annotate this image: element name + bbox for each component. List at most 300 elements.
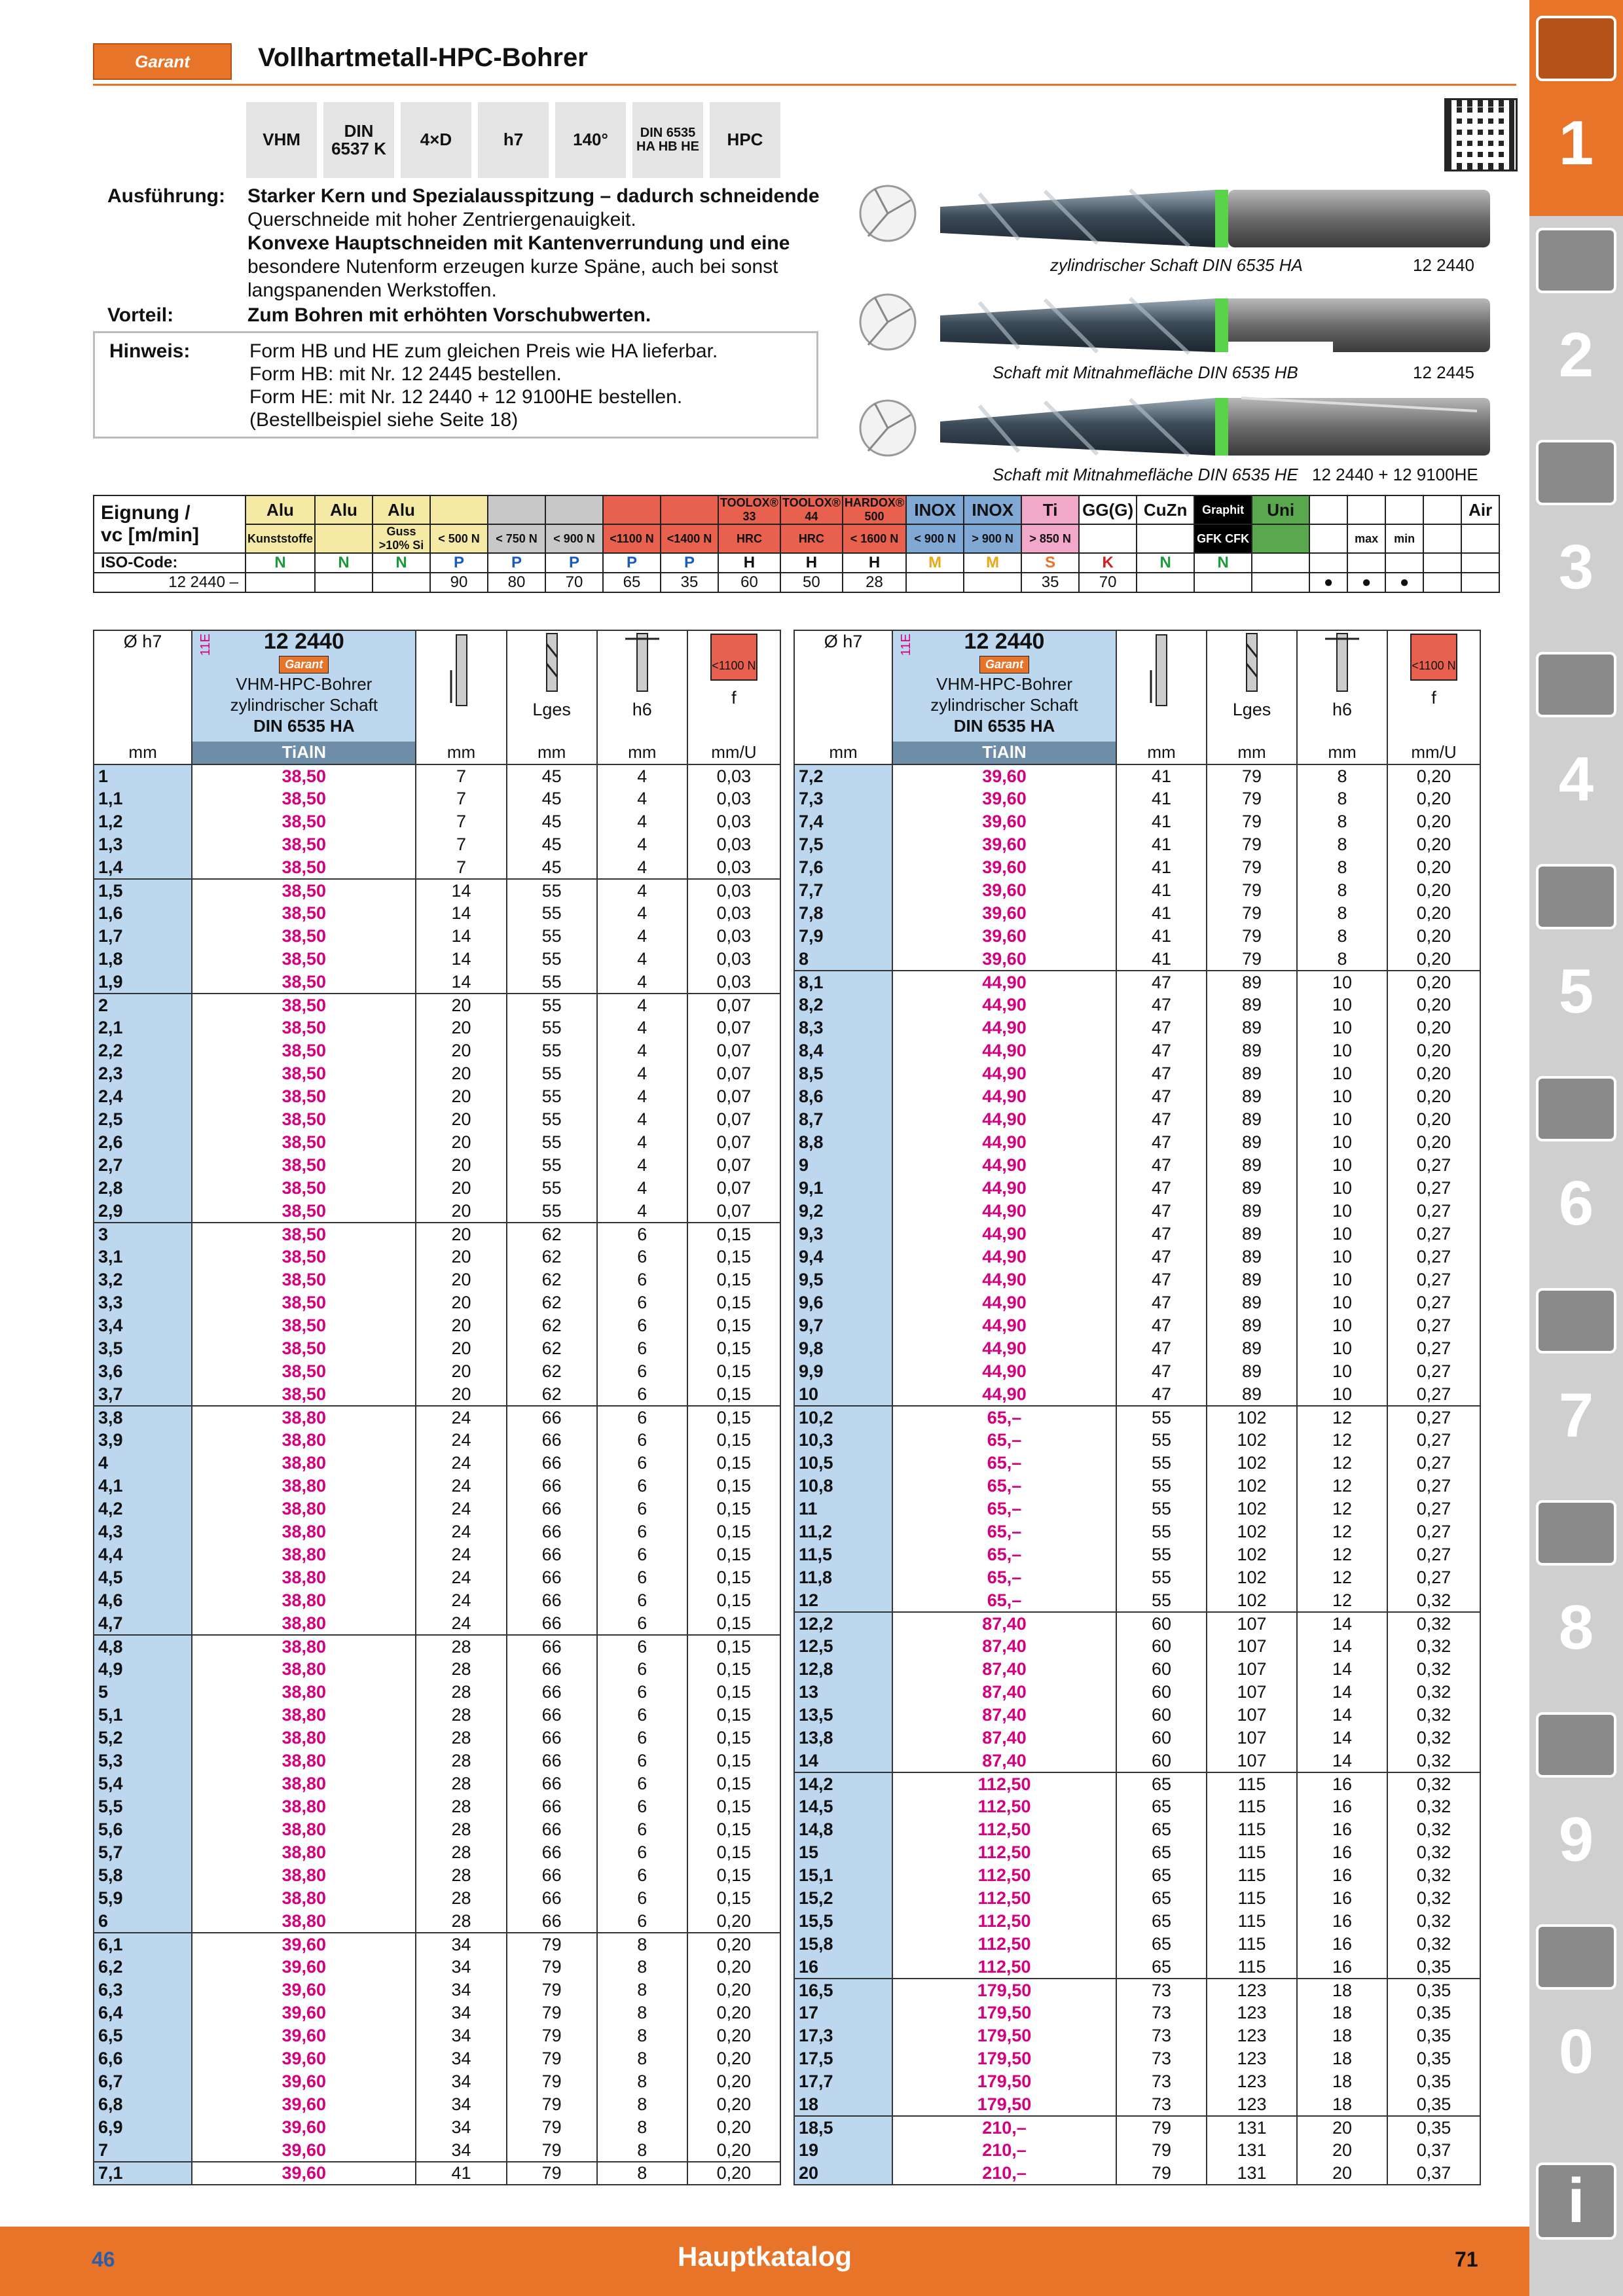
cell-price[interactable]: 44,90 — [892, 1062, 1116, 1085]
cell-flute-length: 65 — [1116, 1795, 1207, 1818]
cell-price[interactable]: 38,80 — [192, 1406, 416, 1429]
cell-shank-diameter: 8 — [597, 1933, 687, 1956]
saw-blade-icon[interactable] — [1536, 864, 1616, 929]
cell-price[interactable]: 38,80 — [192, 1520, 416, 1543]
cell-diameter: 5,8 — [94, 1864, 192, 1887]
caliper-icon[interactable] — [1536, 652, 1616, 717]
drill-number: 12 2440 — [1413, 255, 1474, 275]
cell-price[interactable]: 44,90 — [892, 1154, 1116, 1177]
cell-diameter: 3,8 — [94, 1406, 192, 1429]
chapter-tab-7[interactable]: 7 — [1558, 1380, 1594, 1450]
cell-price[interactable]: 39,60 — [892, 787, 1116, 810]
cell-diameter: 9,9 — [794, 1360, 892, 1383]
cell-price[interactable]: 38,80 — [192, 1864, 416, 1887]
table-row — [94, 1681, 780, 1704]
pliers-wrench-icon[interactable] — [1536, 1076, 1616, 1141]
cell-price[interactable]: 65,– — [892, 1498, 1116, 1520]
cell-price[interactable]: 39,60 — [192, 2116, 416, 2139]
cell-feed: 0,27 — [1387, 1200, 1480, 1223]
cell-shank-diameter: 12 — [1297, 1589, 1387, 1612]
cell-price[interactable]: 38,50 — [192, 948, 416, 971]
cell-price[interactable]: 39,60 — [892, 948, 1116, 971]
cell-total-length: 89 — [1207, 1016, 1297, 1039]
cell-diameter: 14 — [794, 1749, 892, 1772]
table-row — [794, 1223, 1480, 1246]
footer-title: Hauptkatalog — [677, 2241, 852, 2272]
chapter-tab-1[interactable]: 1 — [1558, 108, 1594, 178]
cell-price[interactable]: 44,90 — [892, 1200, 1116, 1223]
table-row — [94, 1749, 780, 1772]
cell-price[interactable]: 39,60 — [892, 879, 1116, 902]
cell-price[interactable]: 38,80 — [192, 1772, 416, 1795]
cell-feed: 0,15 — [687, 1658, 780, 1681]
cell-shank-diameter: 6 — [597, 1314, 687, 1337]
cell-feed: 0,15 — [687, 1498, 780, 1520]
cell-total-length: 131 — [1207, 2139, 1297, 2162]
table-row — [794, 1429, 1480, 1452]
cell-flute-length: 24 — [416, 1429, 506, 1452]
cell-price[interactable]: 44,90 — [892, 1223, 1116, 1246]
cell-price[interactable]: 38,80 — [192, 1566, 416, 1589]
cell-shank-diameter: 8 — [1297, 879, 1387, 902]
cell-price[interactable]: 38,50 — [192, 1268, 416, 1291]
unit-lges: mm — [1207, 742, 1297, 764]
cell-price[interactable]: 65,– — [892, 1406, 1116, 1429]
cell-feed: 0,27 — [1387, 1498, 1480, 1520]
cell-price[interactable]: 179,50 — [892, 2047, 1116, 2070]
cell-shank-diameter: 4 — [597, 994, 687, 1016]
cell-price[interactable]: 179,50 — [892, 2070, 1116, 2093]
table-row — [94, 1841, 780, 1864]
cell-price[interactable]: 65,– — [892, 1566, 1116, 1589]
cell-price[interactable]: 38,80 — [192, 1452, 416, 1475]
cell-total-length: 66 — [507, 1452, 597, 1475]
table-row — [94, 1979, 780, 2001]
cell-diameter: 6,4 — [94, 2001, 192, 2024]
cell-price[interactable]: 38,80 — [192, 1704, 416, 1727]
table-row — [794, 1956, 1480, 1979]
cell-price[interactable]: 38,50 — [192, 1016, 416, 1039]
cell-flute-length: 20 — [416, 1200, 506, 1223]
cell-diameter: 8,1 — [794, 971, 892, 994]
cell-shank-diameter: 6 — [597, 1795, 687, 1818]
cell-price[interactable]: 38,50 — [192, 1085, 416, 1108]
cell-price[interactable]: 38,80 — [192, 1749, 416, 1772]
table-row — [94, 925, 780, 948]
material-col-vc: 70 — [545, 573, 603, 592]
cell-price[interactable]: 112,50 — [892, 1841, 1116, 1864]
table-row — [94, 1223, 780, 1246]
cell-price[interactable]: 38,50 — [192, 1291, 416, 1314]
cell-price[interactable]: 38,80 — [192, 1795, 416, 1818]
cell-price[interactable]: 65,– — [892, 1452, 1116, 1475]
cell-diameter: 2,9 — [94, 1200, 192, 1223]
cell-shank-diameter: 6 — [597, 1841, 687, 1864]
cell-diameter: 5,6 — [94, 1818, 192, 1841]
chapter-tab-9[interactable]: 9 — [1558, 1804, 1594, 1874]
cell-price[interactable]: 38,50 — [192, 1360, 416, 1383]
chapter-tab-6[interactable]: 6 — [1558, 1168, 1594, 1238]
unit-h6: mm — [1297, 742, 1387, 764]
cell-price[interactable]: 38,50 — [192, 764, 416, 787]
cell-price[interactable]: 38,50 — [192, 1177, 416, 1200]
cell-diameter: 6,5 — [94, 2024, 192, 2047]
cell-feed: 0,27 — [1387, 1383, 1480, 1406]
table-row — [94, 2070, 780, 2093]
cell-flute-length: 20 — [416, 1314, 506, 1337]
cell-flute-length: 65 — [1116, 1956, 1207, 1979]
cell-price[interactable]: 39,60 — [192, 2001, 416, 2024]
cell-price[interactable]: 112,50 — [892, 1818, 1116, 1841]
cell-total-length: 62 — [507, 1314, 597, 1337]
cell-total-length: 79 — [1207, 787, 1297, 810]
cell-feed: 0,15 — [687, 1337, 780, 1360]
cell-flute-length: 24 — [416, 1452, 506, 1475]
cell-price[interactable]: 65,– — [892, 1429, 1116, 1452]
material-col-vc — [246, 573, 315, 592]
cell-shank-diameter: 6 — [597, 1337, 687, 1360]
cell-price[interactable]: 44,90 — [892, 971, 1116, 994]
cell-price[interactable]: 38,50 — [192, 1223, 416, 1246]
cell-flute-length: 24 — [416, 1406, 506, 1429]
cell-price[interactable]: 112,50 — [892, 1772, 1116, 1795]
cell-flute-length: 14 — [416, 925, 506, 948]
cell-flute-length: 55 — [1116, 1520, 1207, 1543]
cell-price[interactable]: 38,50 — [192, 1039, 416, 1062]
cell-total-length: 89 — [1207, 1291, 1297, 1314]
cell-total-length: 79 — [507, 1933, 597, 1956]
cell-shank-diameter: 16 — [1297, 1933, 1387, 1956]
chapter-tab-5[interactable]: 5 — [1558, 956, 1594, 1026]
feed-header — [1387, 630, 1480, 742]
cell-price[interactable]: 44,90 — [892, 1291, 1116, 1314]
cell-price[interactable]: 210,– — [892, 2116, 1116, 2139]
cell-feed: 0,35 — [1387, 2047, 1480, 2070]
cell-price[interactable]: 87,40 — [892, 1658, 1116, 1681]
article-header — [892, 630, 1116, 742]
cell-price[interactable]: 112,50 — [892, 1795, 1116, 1818]
cell-price[interactable]: 38,50 — [192, 787, 416, 810]
cell-price[interactable]: 38,80 — [192, 1727, 416, 1749]
cell-flute-length: 34 — [416, 2070, 506, 2093]
cell-feed: 0,27 — [1387, 1566, 1480, 1589]
cell-price[interactable]: 44,90 — [892, 1108, 1116, 1131]
cell-total-length: 66 — [507, 1704, 597, 1727]
cell-diameter: 7,5 — [794, 833, 892, 856]
material-col-top: CuZn — [1137, 495, 1194, 524]
chapter-tab-8[interactable]: 8 — [1558, 1592, 1594, 1662]
cell-flute-length: 14 — [416, 879, 506, 902]
unit-lges: mm — [507, 742, 597, 764]
cell-flute-length: 55 — [1116, 1498, 1207, 1520]
cell-total-length: 102 — [1207, 1475, 1297, 1498]
hammer-tools-icon[interactable] — [1536, 1288, 1616, 1354]
cell-diameter: 1,4 — [94, 856, 192, 879]
cell-total-length: 115 — [1207, 1887, 1297, 1910]
cell-flute-length: 20 — [416, 1131, 506, 1154]
cell-shank-diameter: 6 — [597, 1749, 687, 1772]
cell-price[interactable]: 65,– — [892, 1475, 1116, 1498]
safety-glasses-icon[interactable] — [1536, 1924, 1616, 1990]
drill-icon[interactable] — [1536, 16, 1616, 81]
lges-label: Lges — [532, 700, 571, 719]
chapter-tab-3[interactable]: 3 — [1558, 532, 1594, 602]
cell-feed: 0,20 — [1387, 856, 1480, 879]
cell-diameter: 17,3 — [794, 2024, 892, 2047]
cell-total-length: 55 — [507, 1177, 597, 1200]
cell-shank-diameter: 16 — [1297, 1841, 1387, 1864]
cell-feed: 0,20 — [687, 2047, 780, 2070]
cell-price[interactable]: 179,50 — [892, 2024, 1116, 2047]
cell-price[interactable]: 38,50 — [192, 1108, 416, 1131]
cell-price[interactable]: 44,90 — [892, 1177, 1116, 1200]
cell-flute-length: 28 — [416, 1841, 506, 1864]
cell-diameter: 7,9 — [794, 925, 892, 948]
cell-price[interactable]: 39,60 — [192, 2139, 416, 2162]
cell-price[interactable]: 39,60 — [192, 1933, 416, 1956]
cell-feed: 0,07 — [687, 1016, 780, 1039]
cell-diameter: 4,5 — [94, 1566, 192, 1589]
cell-diameter: 1,1 — [94, 787, 192, 810]
table-row — [794, 1314, 1480, 1337]
cell-price[interactable]: 38,50 — [192, 879, 416, 902]
cell-price[interactable]: 65,– — [892, 1543, 1116, 1566]
cell-price[interactable]: 44,90 — [892, 1085, 1116, 1108]
cell-price[interactable]: 38,50 — [192, 1062, 416, 1085]
cell-price[interactable]: 38,80 — [192, 1429, 416, 1452]
cell-shank-diameter: 14 — [1297, 1727, 1387, 1749]
cell-total-length: 66 — [507, 1635, 597, 1658]
table-row — [794, 764, 1480, 787]
cell-price[interactable]: 39,60 — [192, 2162, 416, 2185]
cell-price[interactable]: 38,80 — [192, 1887, 416, 1910]
cell-diameter: 3,3 — [94, 1291, 192, 1314]
badge-11e: 11E — [195, 634, 216, 656]
cell-flute-length: 24 — [416, 1520, 506, 1543]
vorteil-text: Zum Bohren mit erhöhten Vorschubwerten. — [247, 304, 651, 326]
cell-price[interactable]: 38,50 — [192, 1131, 416, 1154]
cell-price[interactable]: 44,90 — [892, 1039, 1116, 1062]
cell-price[interactable]: 38,50 — [192, 833, 416, 856]
table-row — [794, 1979, 1480, 2001]
shank-dia-icon — [1322, 631, 1362, 694]
cell-price[interactable]: 38,50 — [192, 994, 416, 1016]
cell-price[interactable]: 87,40 — [892, 1635, 1116, 1658]
cell-flute-length: 60 — [1116, 1727, 1207, 1749]
cell-price[interactable]: 44,90 — [892, 1268, 1116, 1291]
table-row — [794, 1933, 1480, 1956]
cell-price[interactable]: 44,90 — [892, 1246, 1116, 1268]
cell-price[interactable]: 38,50 — [192, 1154, 416, 1177]
cell-price[interactable]: 38,80 — [192, 1635, 416, 1658]
cell-price[interactable]: 39,60 — [892, 810, 1116, 833]
cell-price[interactable]: 39,60 — [892, 925, 1116, 948]
table-row — [794, 2024, 1480, 2047]
cell-price[interactable]: 38,50 — [192, 856, 416, 879]
cell-diameter: 6,2 — [94, 1956, 192, 1979]
strength-icon: <1100 N — [1410, 634, 1457, 681]
cell-price[interactable]: 112,50 — [892, 1910, 1116, 1933]
material-col-vc — [906, 573, 964, 592]
cell-feed: 0,27 — [1387, 1543, 1480, 1566]
cell-diameter: 3,6 — [94, 1360, 192, 1383]
table-row — [94, 2001, 780, 2024]
cell-price[interactable]: 39,60 — [192, 1956, 416, 1979]
cell-shank-diameter: 4 — [597, 925, 687, 948]
cell-total-length: 102 — [1207, 1406, 1297, 1429]
cell-price[interactable]: 39,60 — [892, 856, 1116, 879]
table-row — [94, 2093, 780, 2116]
cell-shank-diameter: 6 — [597, 1566, 687, 1589]
cell-shank-diameter: 10 — [1297, 1039, 1387, 1062]
cell-price[interactable]: 38,80 — [192, 1612, 416, 1635]
insert-icon[interactable] — [1536, 228, 1616, 293]
cell-total-length: 55 — [507, 1039, 597, 1062]
cell-price[interactable]: 65,– — [892, 1589, 1116, 1612]
cell-price[interactable]: 179,50 — [892, 2001, 1116, 2024]
table-row — [794, 856, 1480, 879]
cell-total-length: 79 — [507, 1956, 597, 1979]
chapter-tab-4[interactable]: 4 — [1558, 744, 1594, 814]
cell-flute-length: 7 — [416, 810, 506, 833]
material-col-sub — [1461, 524, 1499, 553]
cell-price[interactable]: 87,40 — [892, 1612, 1116, 1635]
cell-price[interactable]: 38,80 — [192, 1475, 416, 1498]
cell-price[interactable]: 38,50 — [192, 1337, 416, 1360]
cell-price[interactable]: 38,50 — [192, 1383, 416, 1406]
cell-price[interactable]: 44,90 — [892, 1131, 1116, 1154]
cell-price[interactable]: 87,40 — [892, 1727, 1116, 1749]
cell-price[interactable]: 38,80 — [192, 1658, 416, 1681]
table-row — [794, 1131, 1480, 1154]
cell-flute-length: 24 — [416, 1498, 506, 1520]
cell-feed: 0,37 — [1387, 2162, 1480, 2185]
cell-total-length: 79 — [507, 2139, 597, 2162]
cell-price[interactable]: 39,60 — [192, 2024, 416, 2047]
cell-price[interactable]: 44,90 — [892, 994, 1116, 1016]
cell-total-length: 89 — [1207, 1200, 1297, 1223]
cell-price[interactable]: 179,50 — [892, 1979, 1116, 2001]
chapter-tab-2[interactable]: 2 — [1558, 320, 1594, 390]
cell-price[interactable]: 38,50 — [192, 810, 416, 833]
table-row — [794, 1154, 1480, 1177]
cell-diameter: 6 — [94, 1910, 192, 1933]
cell-feed: 0,37 — [1387, 2139, 1480, 2162]
cell-price[interactable]: 112,50 — [892, 1956, 1116, 1979]
chapter-tab-0[interactable]: 0 — [1558, 2017, 1594, 2087]
cell-shank-diameter: 6 — [597, 1452, 687, 1475]
cell-price[interactable]: 38,80 — [192, 1818, 416, 1841]
cell-shank-diameter: 6 — [597, 1818, 687, 1841]
cell-diameter: 1,5 — [94, 879, 192, 902]
cell-price[interactable]: 44,90 — [892, 1337, 1116, 1360]
cell-price[interactable]: 112,50 — [892, 1933, 1116, 1956]
cell-feed: 0,20 — [1387, 1039, 1480, 1062]
cell-price[interactable]: 210,– — [892, 2162, 1116, 2185]
cell-flute-length: 47 — [1116, 1062, 1207, 1085]
cell-price[interactable]: 44,90 — [892, 1314, 1116, 1337]
table-row — [794, 2162, 1480, 2185]
cell-price[interactable]: 38,80 — [192, 1681, 416, 1704]
table-row — [794, 1452, 1480, 1475]
cell-flute-length: 28 — [416, 1864, 506, 1887]
cell-price[interactable]: 44,90 — [892, 1016, 1116, 1039]
cell-price[interactable]: 38,50 — [192, 1200, 416, 1223]
table-row — [94, 1635, 780, 1658]
cell-price[interactable]: 38,80 — [192, 1841, 416, 1864]
cell-price[interactable]: 44,90 — [892, 1383, 1116, 1406]
material-col-top: Alu — [246, 495, 315, 524]
cabinet-icon[interactable] — [1536, 1712, 1616, 1778]
cell-price[interactable]: 87,40 — [892, 1749, 1116, 1772]
cell-price[interactable]: 39,60 — [192, 2047, 416, 2070]
clamp-icon[interactable] — [1536, 440, 1616, 505]
cell-price[interactable]: 38,50 — [192, 1314, 416, 1337]
material-col-vc: 90 — [430, 573, 488, 592]
table-row — [794, 1704, 1480, 1727]
cell-diameter: 10,5 — [794, 1452, 892, 1475]
cell-price[interactable]: 65,– — [892, 1520, 1116, 1543]
workshop-icon[interactable] — [1536, 1500, 1616, 1566]
cell-price[interactable]: 38,80 — [192, 1589, 416, 1612]
cell-flute-length: 47 — [1116, 1383, 1207, 1406]
cell-price[interactable]: 38,80 — [192, 1910, 416, 1933]
cell-price[interactable]: 38,50 — [192, 925, 416, 948]
cell-price[interactable]: 38,50 — [192, 902, 416, 925]
cell-diameter: 9,4 — [794, 1246, 892, 1268]
cell-price[interactable]: 38,80 — [192, 1498, 416, 1520]
cell-flute-length: 65 — [1116, 1818, 1207, 1841]
cell-diameter: 19 — [794, 2139, 892, 2162]
cell-total-length: 66 — [507, 1475, 597, 1498]
table-row — [94, 1612, 780, 1635]
cell-diameter: 6,1 — [94, 1933, 192, 1956]
cell-diameter: 15 — [794, 1841, 892, 1864]
cell-total-length: 102 — [1207, 1498, 1297, 1520]
cell-shank-diameter: 10 — [1297, 1154, 1387, 1177]
garant-logo-small: Garant — [979, 656, 1029, 673]
cell-price[interactable]: 39,60 — [192, 1979, 416, 2001]
cell-price[interactable]: 38,80 — [192, 1543, 416, 1566]
cell-price[interactable]: 39,60 — [892, 764, 1116, 787]
cell-price[interactable]: 39,60 — [892, 902, 1116, 925]
cell-price[interactable]: 112,50 — [892, 1864, 1116, 1887]
cell-price[interactable]: 39,60 — [892, 833, 1116, 856]
cell-price[interactable]: 112,50 — [892, 1887, 1116, 1910]
table-row — [94, 948, 780, 971]
cell-shank-diameter: 16 — [1297, 1864, 1387, 1887]
cell-price[interactable]: 87,40 — [892, 1681, 1116, 1704]
cell-price[interactable]: 87,40 — [892, 1704, 1116, 1727]
cell-flute-length: 47 — [1116, 1039, 1207, 1062]
feed-header — [687, 630, 780, 742]
cell-shank-diameter: 10 — [1297, 1360, 1387, 1383]
cell-price[interactable]: 39,60 — [192, 2093, 416, 2116]
material-col-vc: 70 — [1079, 573, 1137, 592]
cell-price[interactable]: 39,60 — [192, 2070, 416, 2093]
cell-shank-diameter: 18 — [1297, 1979, 1387, 2001]
table-row — [94, 810, 780, 833]
material-col-iso: P — [603, 553, 661, 573]
cell-price[interactable]: 210,– — [892, 2139, 1116, 2162]
cell-price[interactable]: 38,50 — [192, 971, 416, 994]
cell-price[interactable]: 44,90 — [892, 1360, 1116, 1383]
cell-price[interactable]: 38,50 — [192, 1246, 416, 1268]
cell-price[interactable]: 179,50 — [892, 2093, 1116, 2116]
chapter-tab-i[interactable]: i — [1536, 2162, 1616, 2240]
cell-flute-length: 20 — [416, 1246, 506, 1268]
cell-flute-length: 24 — [416, 1589, 506, 1612]
